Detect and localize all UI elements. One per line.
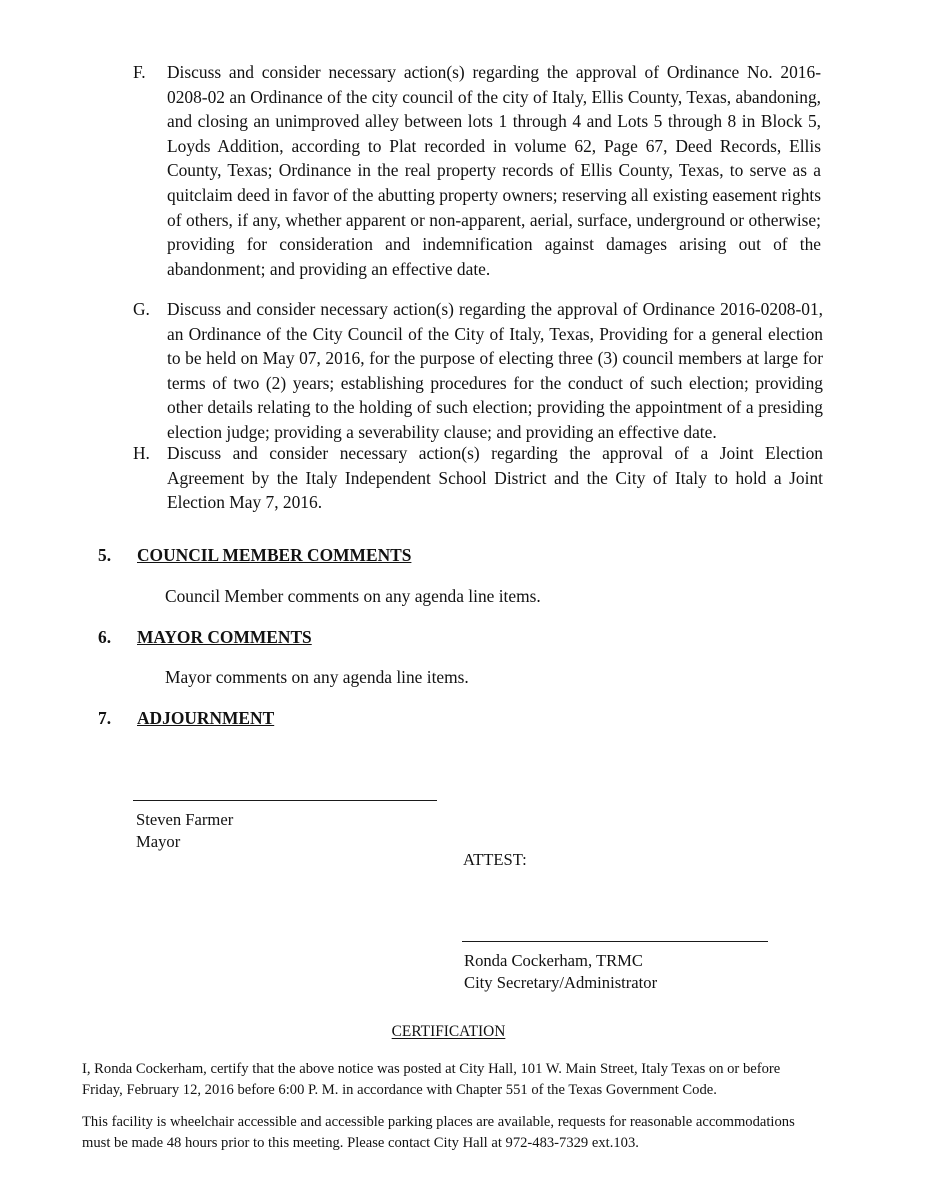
secretary-name: Ronda Cockerham, TRMC (464, 951, 643, 970)
mayor-name: Steven Farmer (136, 810, 234, 829)
section-7-title: ADJOURNMENT (137, 708, 275, 728)
agenda-item-h-marker: H. (133, 443, 150, 463)
section-5-body: Council Member comments on any agenda line items. (165, 586, 541, 606)
section-6-body: Mayor comments on any agenda line items. (165, 667, 469, 687)
agenda-item-g-marker: G. (133, 299, 150, 319)
section-6-title: MAYOR COMMENTS (137, 627, 312, 647)
secretary-signature-block (464, 950, 657, 993)
certification-heading (0, 1022, 897, 1041)
certification-heading-text: CERTIFICATION (391, 1023, 506, 1040)
section-5-title: COUNCIL MEMBER COMMENTS (137, 545, 412, 565)
agenda-item-f-text: Discuss and consider necessary action(s) regarding the approval of Ordinance No. 2016-0208-02 an Ordinance of the city council of the city of Italy, Ellis County, Texas, abandoning, and closing an unimproved alley between lots 1 through 4 and Lots 5 through 8 in Block 5, Loyds Addition, according to Plat recorded in volume 62, Page 67, Deed Records, Ellis County, Texas; Ordinance in the real property records of Ellis County, Texas, to serve as a quitclaim deed in favor of the abutting property owners; reserving all existing easement rights of others, if any, whether apparent or non-apparent, aerial, surface, underground or otherwise; providing for consideration and indemnification against damages arising out of the abandonment; and providing an effective date. (167, 62, 821, 279)
attest-label: ATTEST: (463, 850, 527, 869)
section-7-number: 7. (98, 708, 112, 728)
section-heading-council-member-comments (98, 544, 798, 566)
section-heading-mayor-comments (98, 626, 798, 648)
section-heading-adjournment (98, 707, 798, 729)
agenda-item-g (133, 297, 823, 445)
agenda-item-f (133, 60, 821, 281)
agenda-item-h-text: Discuss and consider necessary action(s) regarding the approval of a Joint Election Agreement by the Italy Independent School District and the City of Italy to hold a Joint Election May 7, 2016. (167, 443, 823, 513)
certification-text: I, Ronda Cockerham, certify that the above notice was posted at City Hall, 101 W. Main Street, Italy Texas on or before Friday, February 12, 2016 before 6:00 P. M. in accordance with Chapter 551 of the Texas Government Code. (82, 1061, 781, 1098)
accessibility-notice: This facility is wheelchair accessible and accessible parking places are available, requests for reasonable accommodations must be made 48 hours prior to this meeting. Please contact City Hall at 972-483-7329 ext.103. (82, 1114, 795, 1151)
secretary-signature-line (462, 941, 768, 942)
section-6-number: 6. (98, 627, 112, 647)
agenda-item-g-text: Discuss and consider necessary action(s) regarding the approval of Ordinance 2016-0208-01, an Ordinance of the City Council of the City of Italy, Texas, Providing for a general election to be held on May 07, 2016, for the purpose of electing three (3) council members at large for terms of two (2) years; establishing procedures for the conduct of such election; providing other details relating to the holding of such election; providing the appointment of a presiding election judge; providing a severability clause; and providing an effective date. (167, 299, 823, 442)
mayor-signature-line (133, 800, 437, 801)
mayor-signature-block (136, 809, 233, 852)
agenda-item-h (133, 441, 823, 515)
mayor-title: Mayor (136, 831, 181, 851)
section-5-number: 5. (98, 545, 112, 565)
secretary-title: City Secretary/Administrator (464, 972, 658, 992)
agenda-item-f-marker: F. (133, 62, 146, 82)
